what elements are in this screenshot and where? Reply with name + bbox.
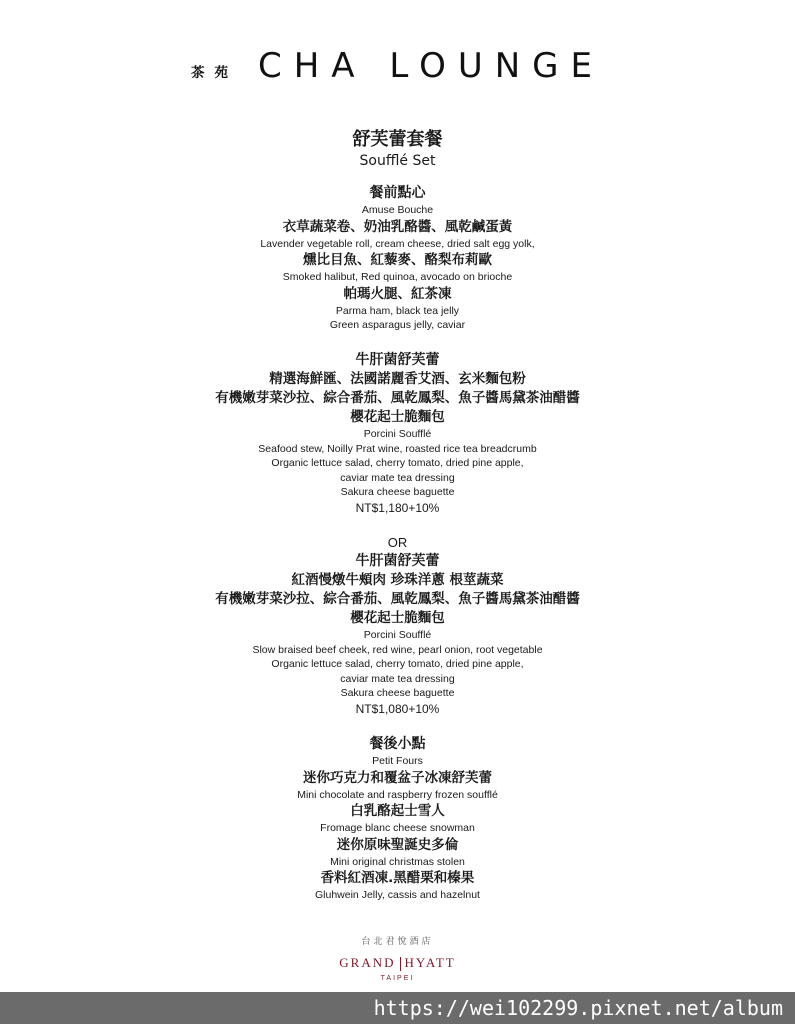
menu-item-zh: 燻比目魚、紅藜麥、酪梨布莉歐 [303, 252, 492, 269]
menu-item-en: Smoked halibut, Red quinoa, avocado on brioche [282, 271, 513, 284]
option-2-section [0, 552, 795, 717]
menu-item-en: Lavender vegetable roll, cream cheese, dried salt egg yolk, [260, 237, 535, 250]
menu-item-en: Parma ham, black tea jelly [335, 304, 460, 317]
menu-item-zh: 迷你原味聖誕史多倫 [336, 836, 459, 853]
watermark-url: https://wei102299.pixnet.net/album [0, 992, 795, 1024]
hotel-logo [0, 936, 795, 984]
menu-item-en: Mini chocolate and raspberry frozen soufflé [297, 788, 498, 801]
petit-fours-section [0, 735, 795, 903]
menu-item-zh: 精選海鮮匯、法國諾麗香艾酒、玄米麵包粉 [269, 370, 526, 387]
menu-item-zh: 迷你巧克力和覆盆子冰凍舒芙蕾 [303, 769, 492, 786]
option-1-section [0, 351, 795, 516]
menu-item-en: Seafood stew, Noilly Prat wine, roasted rice tea breadcrumb [258, 442, 537, 455]
menu-item-en: caviar mate tea dressing [340, 471, 455, 484]
menu-item-zh: 帕瑪火腿、紅茶凍 [343, 285, 452, 302]
hotel-name-zh: 台北君悅酒店 [361, 937, 434, 947]
amuse-heading-en: Amuse Bouche [361, 204, 434, 216]
set-title-en: Soufflé Set [359, 153, 436, 169]
option-2-price: NT$1,080+10% [355, 701, 440, 716]
restaurant-name-zh: 茶苑 [190, 65, 238, 81]
restaurant-name [0, 46, 795, 86]
menu-item-en: Porcini Soufflé [363, 427, 432, 440]
option-1-price: NT$1,180+10% [355, 500, 440, 515]
menu-item-en: Organic lettuce salad, cherry tomato, dried pine apple, [271, 457, 524, 470]
hotel-city: TAIPEI [380, 975, 415, 982]
amuse-heading-zh: 餐前點心 [369, 185, 426, 201]
amuse-section [0, 184, 795, 333]
menu-item-zh: 香料紅酒凍.黑醋栗和榛果 [320, 870, 475, 887]
option-2-heading-zh: 牛肝菌舒芙蕾 [355, 552, 440, 569]
menu-item-zh: 白乳酪起士雪人 [350, 803, 445, 820]
menu-item-zh: 櫻花起士脆麵包 [350, 609, 445, 626]
menu-item-en: Sakura cheese baguette [340, 687, 455, 700]
menu-item-en: Green asparagus jelly, caviar [329, 319, 466, 332]
restaurant-name-en: CHA LOUNGE [257, 46, 604, 86]
menu-item-en: Organic lettuce salad, cherry tomato, dried pine apple, [271, 658, 524, 671]
brand-divider [400, 957, 401, 971]
menu-item-en: caviar mate tea dressing [340, 672, 455, 685]
menu-body [0, 128, 795, 903]
option-1-heading-zh: 牛肝菌舒芙蕾 [355, 351, 440, 368]
menu-item-zh: 有機嫩芽菜沙拉、綜合番茄、風乾鳳梨、魚子醬馬黛茶油醋醬 [215, 389, 580, 406]
menu-item-en: Gluhwein Jelly, cassis and hazelnut [315, 889, 480, 902]
menu-item-en: Porcini Soufflé [363, 628, 432, 641]
menu-item-zh: 紅酒慢燉牛頰肉 珍珠洋蔥 根莖蔬菜 [291, 571, 504, 588]
or-divider: OR [387, 534, 408, 550]
brand-right: HYATT [404, 955, 456, 970]
menu-item-en: Slow braised beef cheek, red wine, pearl onion, root vegetable [252, 643, 543, 656]
set-title-zh: 舒芙蕾套餐 [352, 129, 443, 150]
petit-heading-zh: 餐後小點 [369, 735, 426, 752]
menu-item-zh: 有機嫩芽菜沙拉、綜合番茄、風乾鳳梨、魚子醬馬黛茶油醋醬 [215, 590, 580, 607]
menu-item-zh: 衣草蔬菜卷、奶油乳酪醬、風乾鹹蛋黃 [282, 218, 513, 235]
menu-item-en: Fromage blanc cheese snowman [320, 822, 475, 835]
menu-item-en: Sakura cheese baguette [340, 486, 455, 499]
petit-heading-en: Petit Fours [372, 754, 423, 767]
hotel-brand [0, 952, 795, 974]
menu-item-en: Mini original christmas stolen [330, 855, 465, 868]
menu-item-zh: 櫻花起士脆麵包 [350, 408, 445, 425]
brand-left: GRAND [339, 955, 396, 970]
